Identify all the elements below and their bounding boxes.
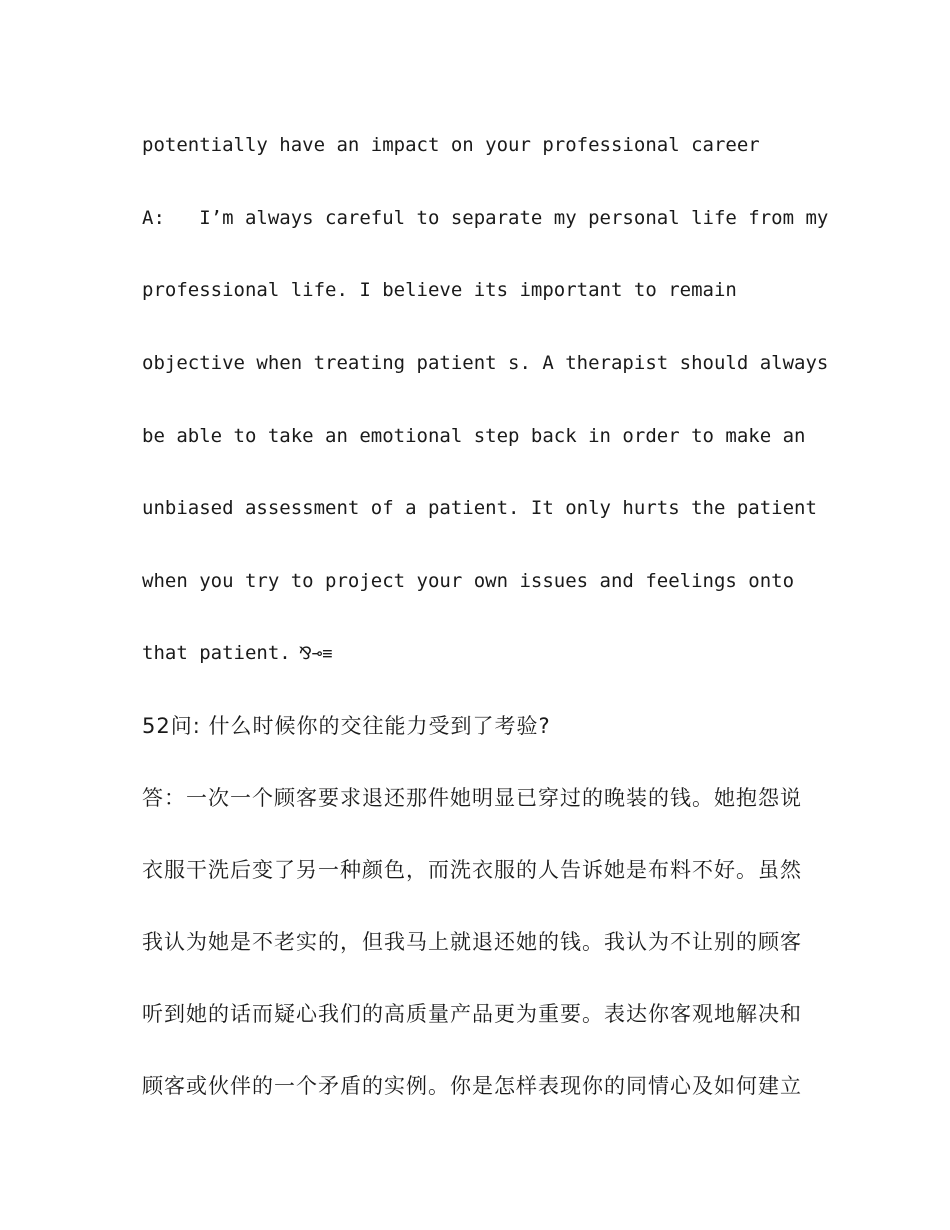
answer-line-4: 听到她的话而疑心我们的高质量产品更为重要。表达你客观地解决和 [142,1002,802,1026]
text-line-6: unbiased assessment of a patient. It only hurts the patient [142,497,817,519]
scribble-icon: ⅋⊸≡ [298,644,333,664]
text-line-8 [142,640,332,667]
text-line-1: potentially have an impact on your professional career [142,134,760,156]
text-line-4: objective when treating patient s. A therapist should always [142,352,829,374]
answer-line-3: 我认为她是不老实的，但我马上就退还她的钱。我认为不让别的顾客 [142,930,802,954]
text-line-2: A: I’m always careful to separate my personal life from my [142,207,829,229]
answer-line-2: 衣服干洗后变了另一种颜色，而洗衣服的人告诉她是布料不好。虽然 [142,858,802,882]
text-line-7: when you try to project your own issues and feelings onto [142,570,795,592]
text-line-3: professional life. I believe its important to remain [142,279,737,301]
text-line-5: be able to take an emotional step back in order to make an [142,425,806,447]
answer-line-5: 顾客或伙伴的一个矛盾的实例。你是怎样表现你的同情心及如何建立 [142,1074,802,1098]
answer-line-1: 答：一次一个顾客要求退还那件她明显已穿过的晚装的钱。她抱怨说 [142,786,802,810]
question-line: 52问: 什么时候你的交往能力受到了考验? [142,714,551,738]
text-line-8-text: that patient. [142,642,291,664]
